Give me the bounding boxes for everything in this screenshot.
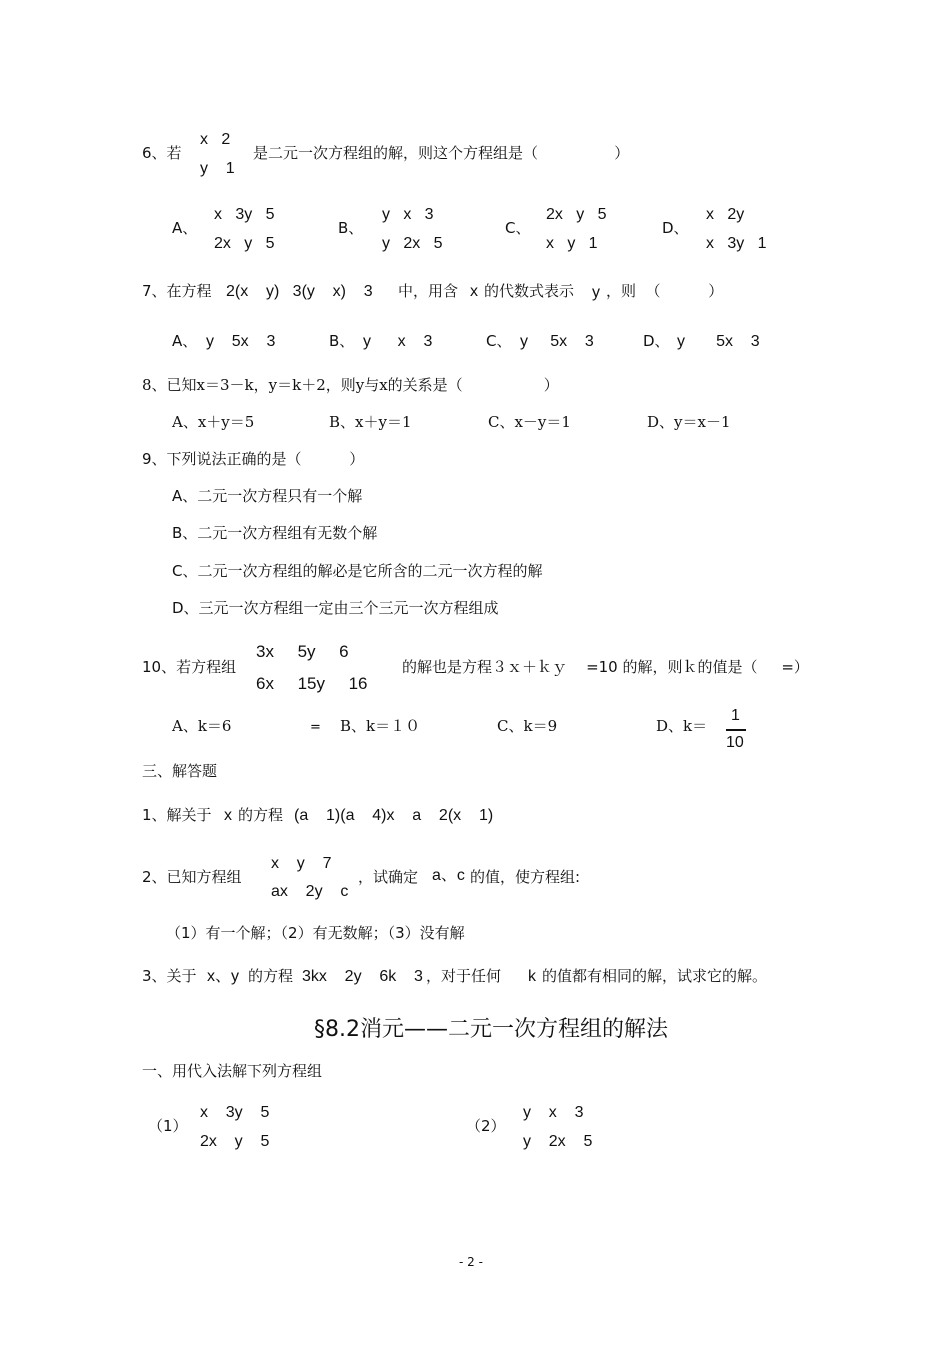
exercise1-row2: 2x y 5 — [200, 1133, 270, 1150]
section3-heading: 三、解答题 — [142, 762, 218, 780]
problem3-label: 3、关于 — [142, 967, 197, 985]
q7-var-y: y — [592, 284, 600, 301]
exercise2-row1: y x 3 — [523, 1104, 584, 1121]
q6-text: 是二元一次方程组的解，则这个方程组是（ ） — [253, 144, 630, 162]
q10-option-d-denominator: 10 — [726, 734, 744, 751]
q7-label: 7、在方程 — [142, 282, 212, 300]
q7-option-a-letter: A、 — [172, 332, 198, 350]
q6-option-a-row2: 2x y 5 — [214, 235, 275, 252]
q8-option-c: C、x－y＝1 — [488, 413, 571, 431]
q7-option-a-expr: y 5x 3 — [206, 333, 276, 350]
q6-option-a-letter: A、 — [172, 219, 198, 237]
q9-option-d: D、三元一次方程组一定由三个三元一次方程组成 — [172, 599, 499, 617]
problem2-system-row1: x y 7 — [271, 855, 332, 872]
q7-equation: 2(x y) 3(y x) 3 — [226, 283, 373, 300]
q6-option-a-row1: x 3y 5 — [214, 206, 275, 223]
q10-option-a: A、k＝6 — [172, 717, 232, 735]
q7-mid1: 中，用含 — [398, 282, 459, 300]
q10-label: 10、若方程组 — [142, 658, 237, 676]
problem2-system-row2: ax 2y c — [271, 883, 349, 900]
q8-stem: 8、已知x＝3－k，y＝k＋2，则y与x的关系是（ ） — [142, 376, 559, 394]
q10-option-d-prefix: D、k＝ — [656, 717, 708, 735]
q6-option-c-letter: C、 — [505, 219, 531, 237]
problem1-mid: 的方程 — [238, 806, 284, 824]
exercise2-label: （2） — [466, 1117, 506, 1135]
exercise1-row1: x 3y 5 — [200, 1104, 270, 1121]
q10-system-row1: 3x 5y 6 — [256, 642, 349, 661]
q6-option-d-letter: D、 — [662, 219, 689, 237]
q10-separator: = — [310, 720, 321, 735]
q7-option-b-letter: B、 — [329, 332, 355, 350]
problem2-subparts: （1）有一个解；（2）有无数解；（3）没有解 — [166, 924, 465, 942]
problem1-equation: (a 1)(a 4)x a 2(x 1) — [294, 807, 494, 824]
q10-option-b: B、k＝１０ — [340, 717, 421, 735]
q7-option-c-expr: y 5x 3 — [520, 333, 594, 350]
q7-tail: ，则 （ ） — [606, 282, 724, 300]
q6-option-d-row2: x 3y 1 — [706, 235, 767, 252]
q9-stem: 9、下列说法正确的是（ ） — [142, 450, 365, 468]
q6-option-c-row2: x y 1 — [546, 235, 598, 252]
q8-option-d: D、y＝x－1 — [647, 413, 731, 431]
q6-system-row2: y 1 — [200, 160, 235, 177]
problem3-k: k — [528, 968, 536, 985]
q7-option-d-expr: y 5x 3 — [677, 333, 760, 350]
q6-option-b-row1: y x 3 — [382, 206, 434, 223]
problem1-label: 1、解关于 — [142, 806, 212, 824]
problem1-var: x — [224, 807, 232, 824]
problem3-mid: 的方程 — [248, 967, 294, 985]
problem2-label: 2、已知方程组 — [142, 868, 242, 886]
problem2-tail: 的值，使方程组: — [470, 868, 581, 886]
q6-system-row1: x 2 — [200, 131, 231, 148]
q6-label: 6、若 — [142, 144, 182, 162]
exercise2-row2: y 2x 5 — [523, 1133, 593, 1150]
q6-option-d-row1: x 2y — [706, 206, 745, 223]
q10-system-row2: 6x 15y 16 — [256, 674, 368, 693]
q8-option-a: A、x＋y＝5 — [172, 413, 255, 431]
q6-option-b-letter: B、 — [338, 219, 364, 237]
exercise1-label: （1） — [148, 1117, 188, 1135]
problem2-mid: ，试确定 — [358, 868, 419, 886]
q10-text: 的解也是方程３ｘ＋ｋｙ =10 的解，则ｋ的值是（ =） — [402, 658, 809, 676]
q7-option-b-expr: y x 3 — [363, 333, 433, 350]
q7-option-d-letter: D、 — [643, 332, 670, 350]
q7-mid2: 的代数式表示 — [484, 282, 575, 300]
q10-fraction-bar — [726, 729, 746, 731]
substitution-heading: 一、用代入法解下列方程组 — [142, 1062, 323, 1080]
q7-var-x: x — [470, 283, 478, 300]
problem3-mid2: ，对于任何 — [426, 967, 502, 985]
problem3-tail: 的值都有相同的解，试求它的解。 — [542, 967, 768, 985]
q7-option-c-letter: C、 — [486, 332, 512, 350]
q6-option-c-row1: 2x y 5 — [546, 206, 607, 223]
q6-option-b-row2: y 2x 5 — [382, 235, 443, 252]
problem3-vars: x、y — [207, 968, 240, 985]
section-title: §8.2消元——二元一次方程组的解法 — [314, 1017, 668, 1042]
q9-option-c: C、二元一次方程组的解必是它所含的二元一次方程的解 — [172, 562, 543, 580]
problem2-vars: a、c — [432, 867, 465, 884]
q10-option-c: C、k＝9 — [497, 717, 558, 735]
problem3-equation: 3kx 2y 6k 3 — [302, 968, 423, 985]
q10-option-d-numerator: 1 — [731, 707, 740, 724]
q9-option-b: B、二元一次方程组有无数个解 — [172, 524, 378, 542]
q9-option-a: A、二元一次方程只有一个解 — [172, 487, 363, 505]
page-number: - 2 - — [459, 1255, 483, 1269]
q8-option-b: B、x＋y＝1 — [329, 413, 412, 431]
